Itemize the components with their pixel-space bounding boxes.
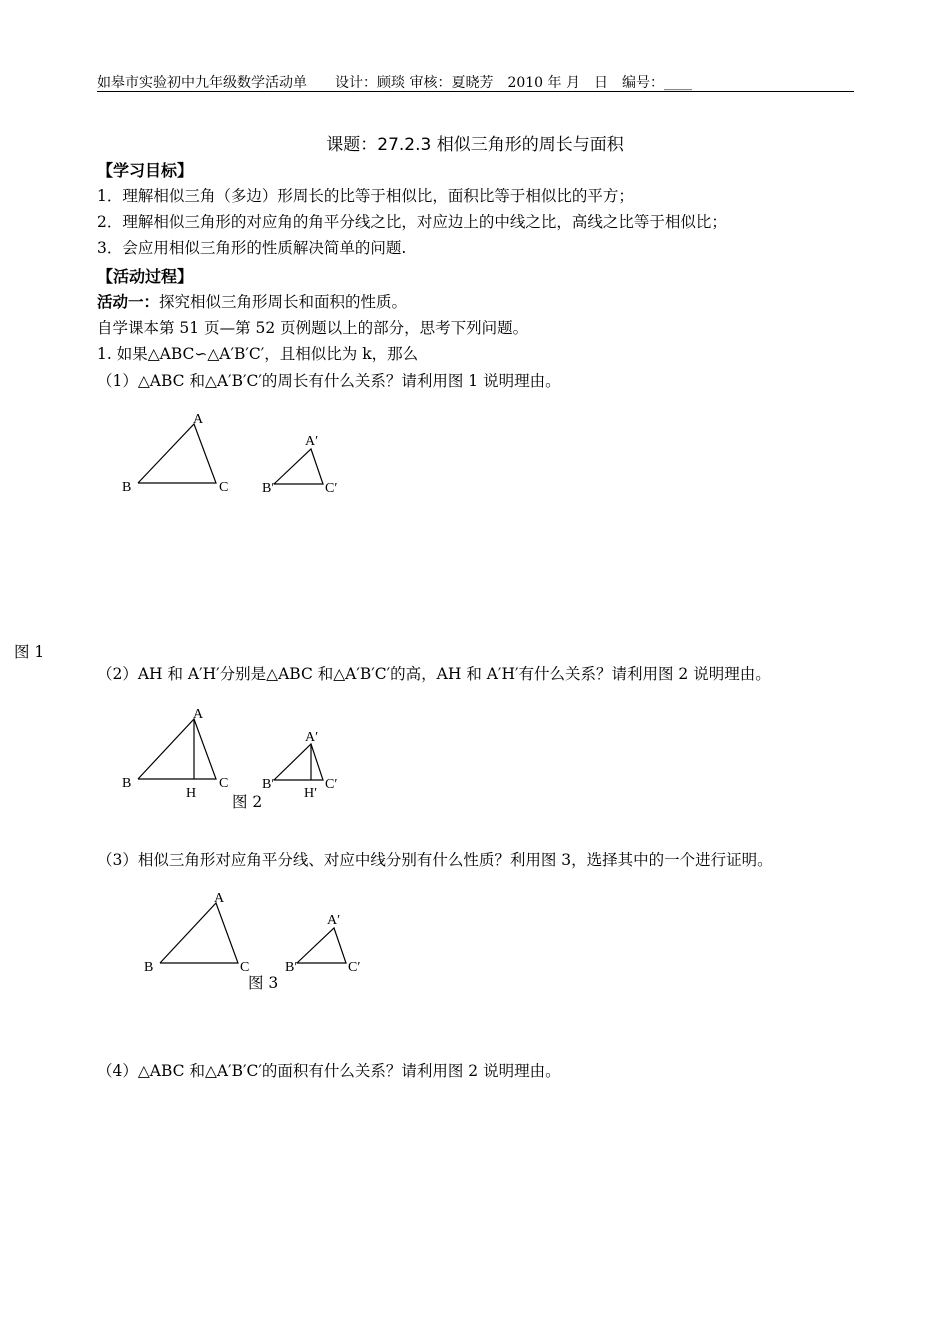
self-study-text: 自学课本第 51 页—第 52 页例题以上的部分，思考下列问题。: [97, 319, 529, 337]
figure-2-caption: 图 2: [232, 793, 263, 811]
question-1-intro: 1. 如果△ABC∽△A′B′C′，且相似比为 k，那么: [97, 345, 419, 363]
triangle-abc-fig3: [160, 903, 238, 963]
label-a-prime-fig2: A′: [305, 730, 319, 745]
label-b-prime-fig3: B′: [285, 960, 298, 975]
label-c-fig1: C: [219, 480, 229, 495]
label-c-fig2: C: [219, 776, 229, 791]
goal-item-1: 1．理解相似三角（多边）形周长的比等于相似比，面积比等于相似比的平方；: [97, 187, 634, 205]
label-c-fig3: C: [240, 960, 250, 975]
question-1-part-1: （1）△ABC 和△A′B′C′的周长有什么关系？请利用图 1 说明理由。: [97, 372, 561, 390]
label-b-fig3: B: [144, 960, 154, 975]
question-1-part-4: （4）△ABC 和△A′B′C′的面积有什么关系？请利用图 2 说明理由。: [97, 1062, 561, 1080]
page-title: 课题：27.2.3 相似三角形的周长与面积: [326, 135, 624, 155]
goals-heading: 【学习目标】: [97, 161, 194, 180]
label-a-prime-fig1: A′: [305, 434, 319, 449]
label-a-fig2: A: [193, 707, 204, 722]
question-1-part-3: （3）相似三角形对应角平分线、对应中线分别有什么性质？利用图 3，选择其中的一个进行证明。: [97, 851, 773, 869]
label-a-fig3: A: [214, 891, 225, 906]
label-c-prime-fig1: C′: [325, 481, 338, 496]
label-b-prime-fig2: B′: [262, 777, 275, 792]
label-a-prime-fig3: A′: [327, 913, 341, 928]
activity-text: 探究相似三角形周长和面积的性质。: [159, 293, 408, 311]
goal-item-3: 3．会应用相似三角形的性质解决简单的问题.: [97, 239, 407, 257]
label-a-fig1: A: [193, 412, 204, 427]
goal-item-2: 2．理解相似三角形的对应角的角平分线之比，对应边上的中线之比，高线之比等于相似比；: [97, 213, 727, 231]
label-b-fig2: B: [122, 776, 132, 791]
label-h-fig2: H: [186, 786, 197, 801]
figure-3-caption: 图 3: [248, 974, 279, 992]
process-heading: 【活动过程】: [97, 267, 194, 286]
page-header: 如皋市实验初中九年级数学活动单 设计：顾琰 审核：夏晓芳 2010 年 月 日 编号：____: [97, 75, 692, 91]
label-b-fig1: B: [122, 480, 132, 495]
label-b-prime-fig1: B′: [262, 481, 275, 496]
label-h-prime-fig2: H′: [304, 786, 318, 801]
label-c-prime-fig3: C′: [348, 960, 361, 975]
activity-label: 活动一：: [97, 293, 160, 311]
label-c-prime-fig2: C′: [325, 777, 338, 792]
question-1-part-2: （2）AH 和 A′H′分别是△ABC 和△A′B′C′的高，AH 和 A′H′有什么关系？请利用图 2 说明理由。: [97, 665, 771, 683]
figure-1-caption: 图 1: [14, 643, 45, 661]
triangle-abc-prime-fig3: [297, 928, 346, 963]
